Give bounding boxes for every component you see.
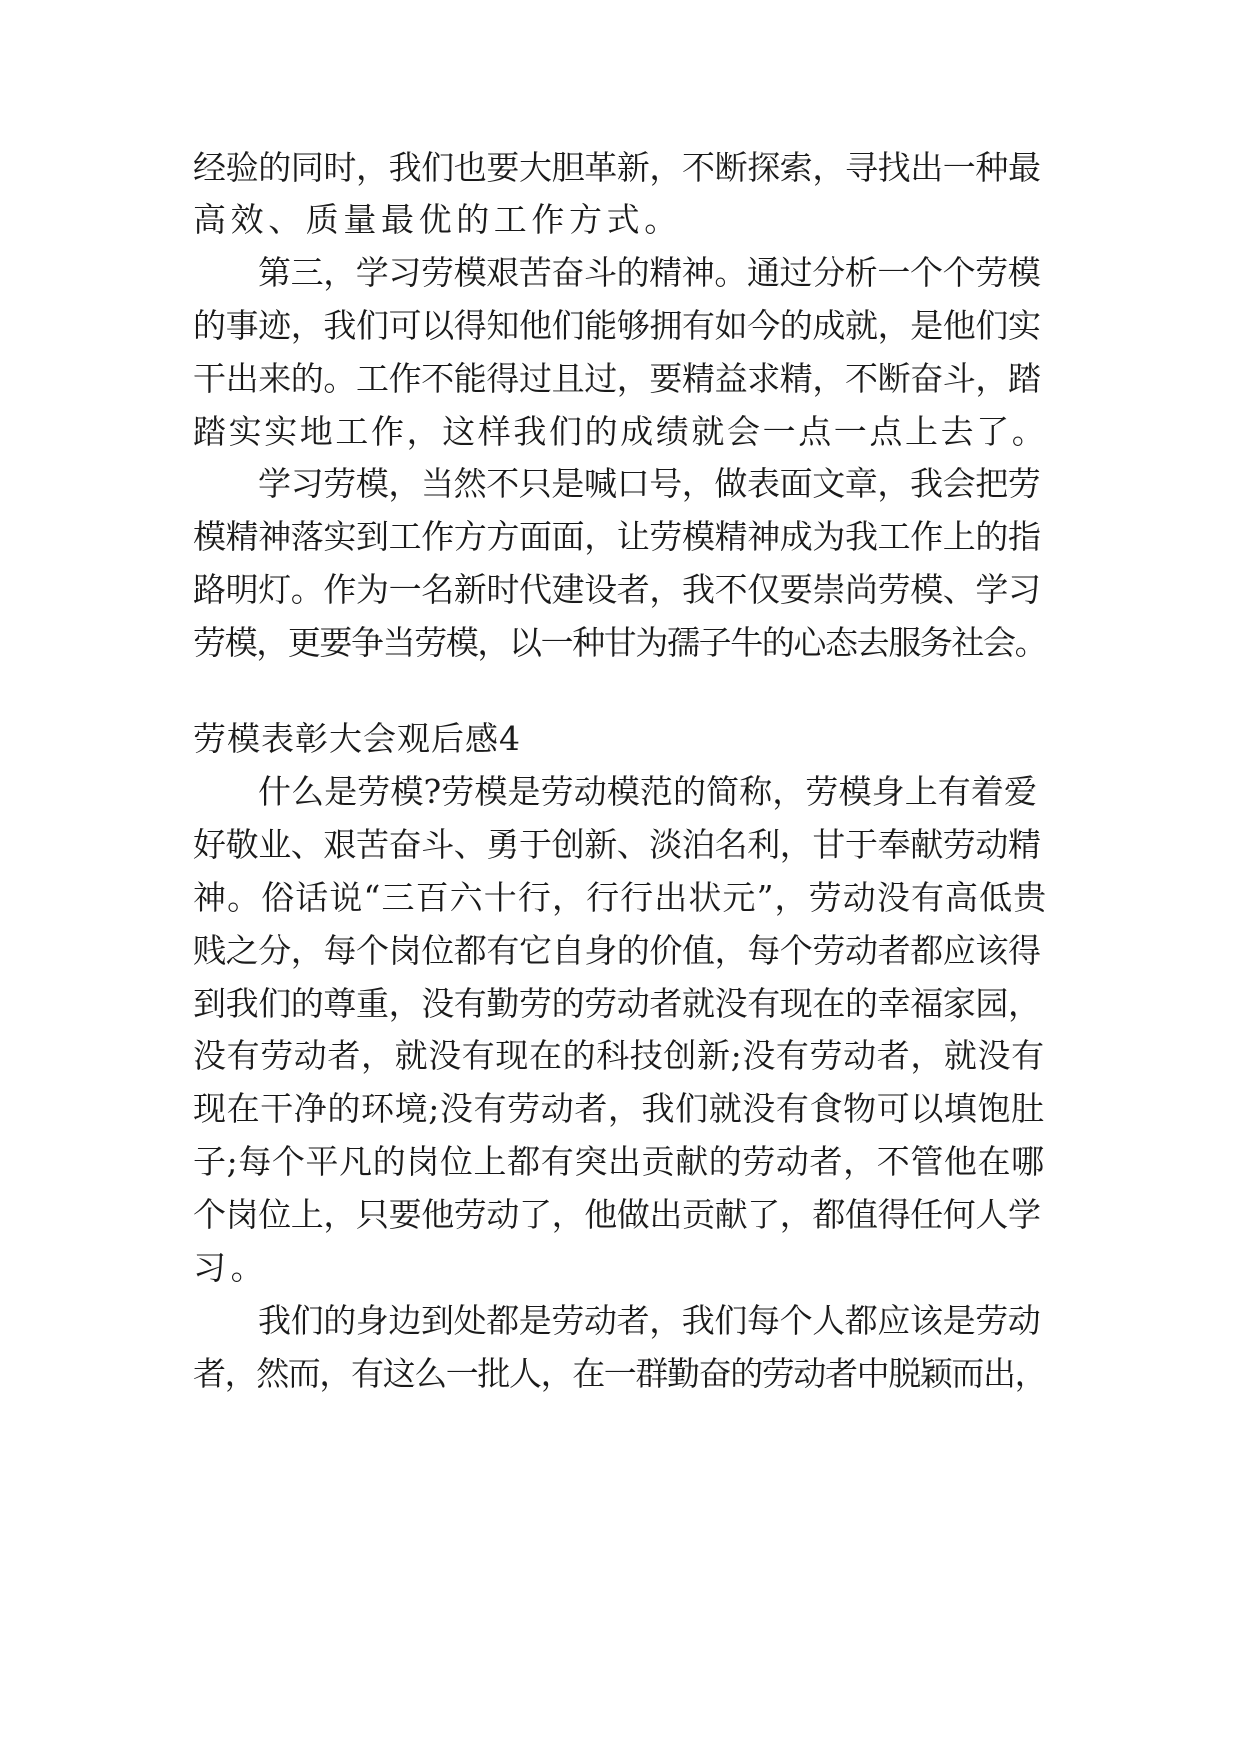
paragraph-line: 劳模，更要争当劳模，以一种甘为孺子牛的心态去服务社会。: [193, 623, 1047, 662]
paragraph-line: 路明灯。作为一名新时代建设者，我不仅要崇尚劳模、学习: [193, 570, 1041, 609]
paragraph-line: 第三，学习劳模艰苦奋斗的精神。通过分析一个个劳模: [258, 253, 1041, 292]
paragraph-line: 经验的同时，我们也要大胆革新，不断探索，寻找出一种最: [193, 148, 1041, 187]
paragraph-line: 踏实实地工作，这样我们的成绩就会一点一点上去了。: [193, 412, 1048, 451]
paragraph-line: 模精神落实到工作方方面面，让劳模精神成为我工作上的指: [193, 517, 1041, 556]
paragraph-line: 的事迹，我们可以得知他们能够拥有如今的成就，是他们实: [193, 306, 1041, 345]
section-heading: 劳模表彰大会观后感4: [193, 719, 521, 758]
paragraph-line: 高效、质量最优的工作方式。: [193, 200, 682, 239]
paragraph-line: 学习劳模，当然不只是喊口号，做表面文章，我会把劳: [258, 464, 1041, 503]
paragraph-line: 什么是劳模?劳模是劳动模范的简称，劳模身上有着爱: [258, 772, 1038, 811]
paragraph-line: 干出来的。工作不能得过且过，要精益求精，不断奋斗，踏: [193, 359, 1041, 398]
paragraph-line: 好敬业、艰苦奋斗、勇于创新、淡泊名利，甘于奉献劳动精: [193, 825, 1041, 864]
paragraph-line: 者，然而，有这么一批人，在一群勤奋的劳动者中脱颖而出，: [193, 1354, 1047, 1393]
paragraph-line: 我们的身边到处都是劳动者，我们每个人都应该是劳动: [258, 1301, 1041, 1340]
paragraph-line: 到我们的尊重，没有勤劳的劳动者就没有现在的幸福家园，: [193, 984, 1041, 1023]
paragraph-line: 神。俗话说“三百六十行，行行出状元”，劳动没有高低贵: [193, 878, 1048, 917]
paragraph-line: 现在干净的环境;没有劳动者，我们就没有食物可以填饱肚: [193, 1089, 1045, 1128]
paragraph-line: 没有劳动者，就没有现在的科技创新;没有劳动者，就没有: [193, 1036, 1045, 1075]
paragraph-line: 个岗位上，只要他劳动了，他做出贡献了，都值得任何人学: [193, 1195, 1041, 1234]
paragraph-line: 子;每个平凡的岗位上都有突出贡献的劳动者，不管他在哪: [193, 1142, 1045, 1181]
paragraph-line: 贱之分，每个岗位都有它自身的价值，每个劳动者都应该得: [193, 931, 1041, 970]
paragraph-line: 习。: [193, 1248, 269, 1287]
